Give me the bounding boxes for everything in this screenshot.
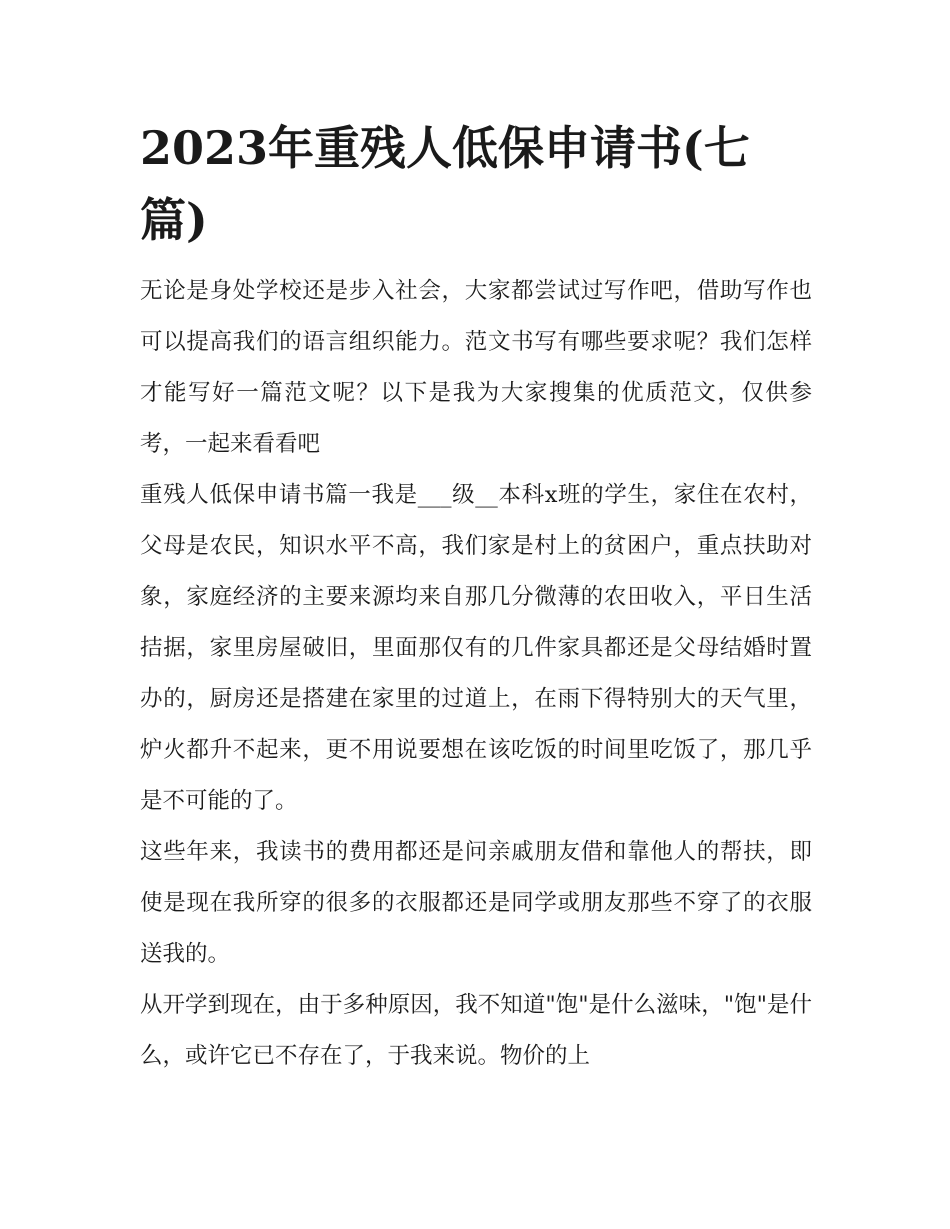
document-page — [140, 112, 812, 1082]
paragraph-2: 这些年来，我读书的费用都还是问亲戚朋友借和靠他人的帮扶，即使是现在我所穿的很多的衣服都还是同学或朋友那些不穿了的衣服送我的。 — [140, 839, 812, 967]
paragraph-3: 从开学到现在，由于多种原因，我不知道"饱"是什么滋味，"饱"是什么，或许它已不存在了，于我来说。物价的上 — [140, 992, 812, 1069]
paragraph-1: 重残人低保申请书篇一我是___级__本科x班的学生，家住在农村，父母是农民，知识水平不高，我们家是村上的贫困户，重点扶助对象，家庭经济的主要来源均来自那几分微薄的农田收入，平日生活拮据，家里房屋破旧，里面那仅有的几件家具都还是父母结婚时置办的，厨房还是搭建在家里的过道上，在雨下得特别大的天气里，炉火都升不起来，更不用说要想在该吃饭的时间里吃饭了，那几乎是不可能的了。 — [140, 482, 812, 814]
paragraph-intro: 无论是身处学校还是步入社会，大家都尝试过写作吧，借助写作也可以提高我们的语言组织能力。范文书写有哪些要求呢？我们怎样才能写好一篇范文呢？以下是我为大家搜集的优质范文，仅供参考，一起来看看吧 — [140, 278, 812, 457]
document-title: 2023年重残人低保申请书(七篇) — [140, 121, 750, 247]
